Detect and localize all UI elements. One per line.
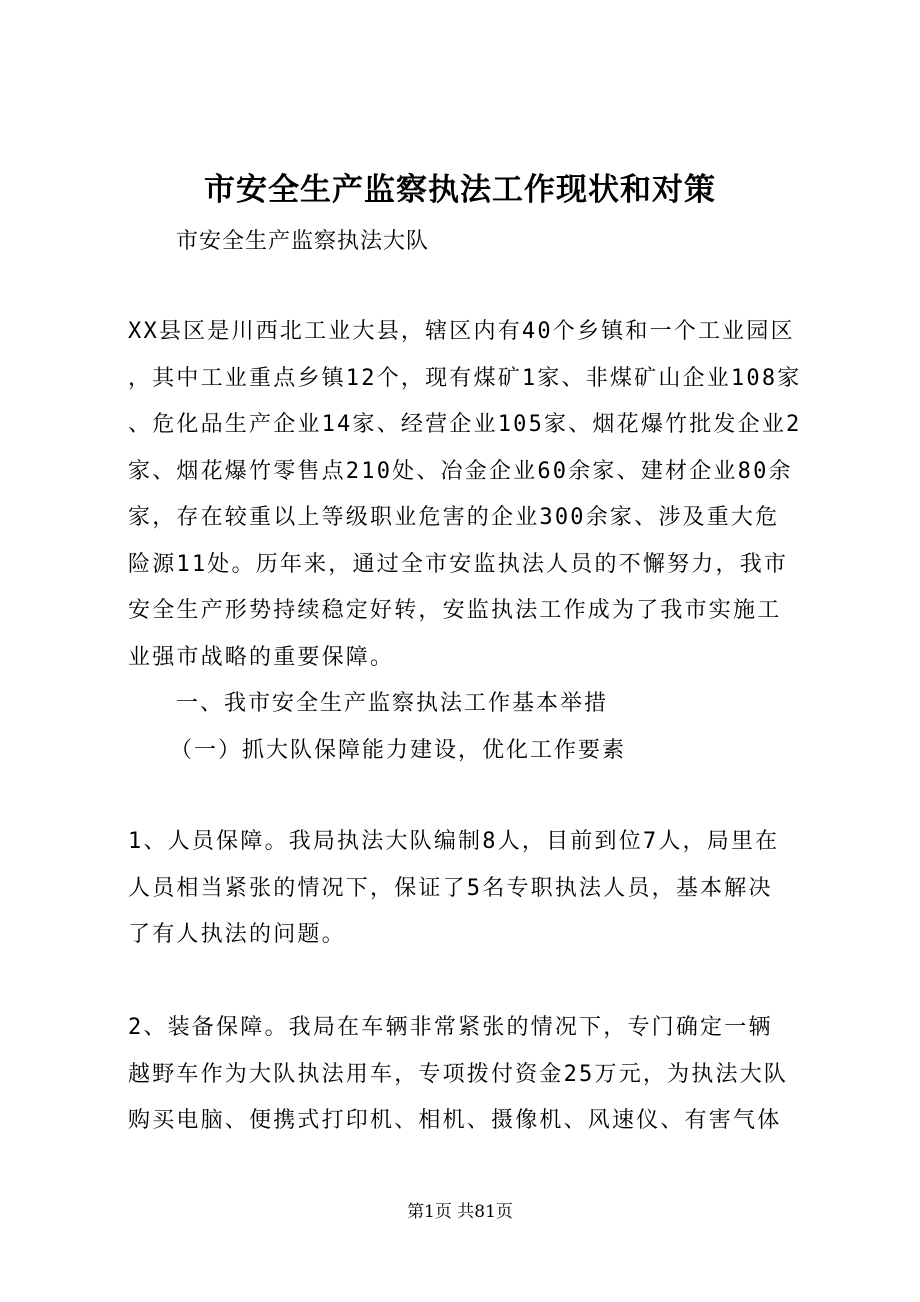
item-2-line: 购买电脑、便携式打印机、相机、摄像机、风速仪、有害气体 bbox=[128, 1108, 782, 1133]
document-subtitle: 市安全生产监察执法大队 bbox=[176, 229, 430, 254]
subsection-1-heading: （一）抓大队保障能力建设，优化工作要素 bbox=[170, 738, 627, 763]
intro-line: 家，存在较重以上等级职业危害的企业300余家、涉及重大危 bbox=[128, 505, 780, 530]
section-1-heading: 一、我市安全生产监察执法工作基本举措 bbox=[176, 691, 609, 716]
item-2-paragraph bbox=[128, 1005, 798, 1145]
intro-paragraph bbox=[128, 309, 802, 681]
intro-line: XX县区是川西北工业大县，辖区内有40个乡镇和一个工业园区 bbox=[128, 319, 795, 344]
item-1-line: 1、人员保障。我局执法大队编制8人，目前到位7人，局里在 bbox=[128, 829, 780, 854]
item-1-line: 了有人执法的问题。 bbox=[128, 922, 346, 947]
intro-line: 安全生产形势持续稳定好转，安监执法工作成为了我市实施工 bbox=[128, 598, 782, 623]
page-footer: 第1页 共81页 bbox=[407, 1202, 513, 1222]
item-2-line: 越野车作为大队执法用车，专项拨付资金25万元，为执法大队 bbox=[128, 1061, 789, 1087]
intro-line: 家、烟花爆竹零售点210处、冶金企业60余家、建材企业80余 bbox=[128, 458, 793, 484]
intro-line: 、危化品生产企业14家、经营企业105家、烟花爆竹批发企业2 bbox=[128, 412, 802, 437]
item-1-paragraph bbox=[128, 819, 798, 959]
item-2-line: 2、装备保障。我局在车辆非常紧张的情况下，专门确定一辆 bbox=[128, 1015, 773, 1040]
document-title: 市安全生产监察执法工作现状和对策 bbox=[204, 172, 716, 208]
intro-line: 业强市战略的重要保障。 bbox=[128, 644, 395, 670]
intro-line: ，其中工业重点乡镇12个，现有煤矿1家、非煤矿山企业108家 bbox=[128, 365, 802, 391]
item-1-line: 人员相当紧张的情况下，保证了5名专职执法人员，基本解决 bbox=[128, 875, 773, 901]
intro-line: 险源11处。历年来，通过全市安监执法人员的不懈努力，我市 bbox=[128, 551, 789, 577]
